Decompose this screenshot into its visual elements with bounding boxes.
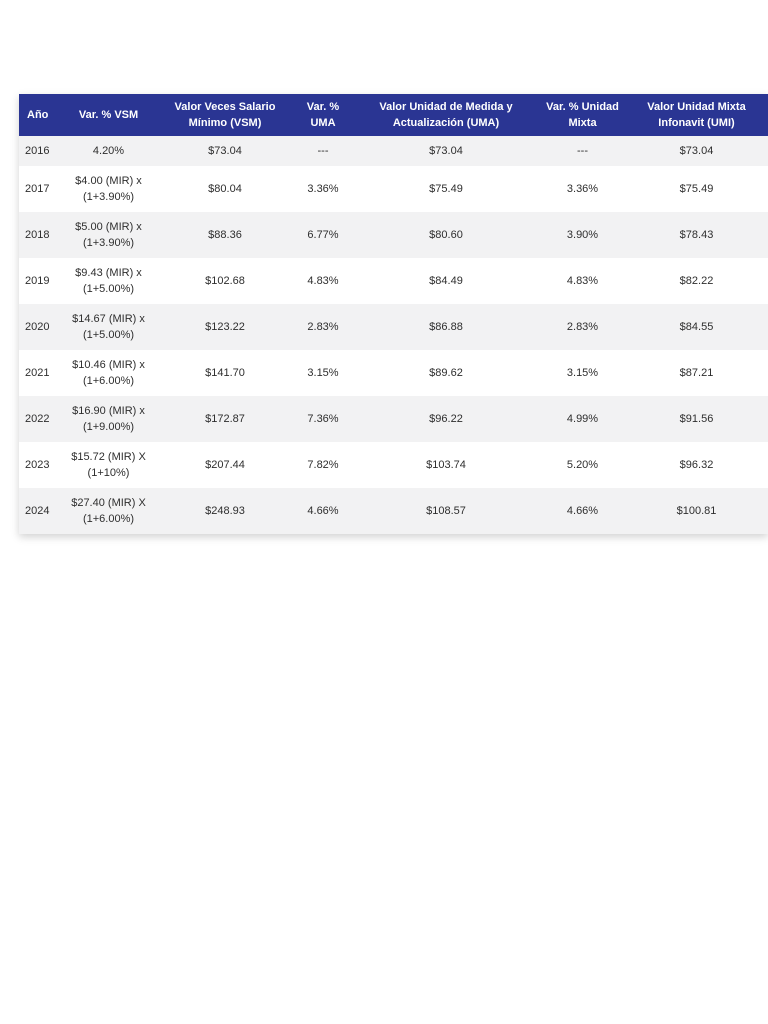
cell-var-mixta: 4.99% [566,413,599,425]
cell-var-vsm: $27.40 (MIR) X (1+6.00%) [71,497,146,525]
cell-var-vsm: $15.72 (MIR) X (1+10%) [71,451,146,479]
table-row [19,350,768,396]
header-valor-uma: Valor Unidad de Medida y Actualización (UMA) [379,101,513,129]
cell-year: 2024 [25,505,50,517]
cell-year: 2020 [25,321,50,333]
table-row [19,442,768,488]
cell-var-vsm: $5.00 (MIR) x (1+3.90%) [75,221,142,249]
cell-var-uma: 2.83% [307,321,339,333]
cell-var-mixta: 3.36% [566,183,599,195]
cell-valor-umi: $100.81 [676,505,717,517]
cell-year: 2017 [25,183,50,195]
cell-valor-vsm: $207.44 [205,459,245,471]
cell-valor-umi: $96.32 [679,459,714,471]
cell-valor-uma: $89.62 [429,367,463,379]
header-valor-umi: Valor Unidad Mixta Infonavit (UMI) [647,101,746,129]
cell-var-mixta: 3.90% [566,229,599,241]
cell-var-vsm: $10.46 (MIR) x (1+6.00%) [72,359,145,387]
cell-var-vsm: $16.90 (MIR) x (1+9.00%) [72,405,145,433]
table-row [19,258,768,304]
table-row [19,166,768,212]
cell-valor-umi: $82.22 [679,275,714,287]
cell-valor-uma: $96.22 [429,413,463,425]
cell-valor-umi: $91.56 [679,413,714,425]
header-year: Año [27,109,49,121]
cell-valor-vsm: $73.04 [208,145,242,157]
table-row [19,396,768,442]
cell-var-uma: --- [317,145,329,157]
cell-valor-umi: $73.04 [679,145,714,157]
cell-year: 2021 [25,367,50,379]
cell-valor-uma: $108.57 [426,505,466,517]
cell-var-mixta: --- [577,145,588,157]
header-var-mixta: Var. % Unidad Mixta [546,101,619,129]
cell-var-mixta: 4.83% [566,275,599,287]
cell-year: 2023 [25,459,50,471]
header-row [19,94,768,136]
cell-year: 2016 [25,145,50,157]
cell-var-mixta: 4.66% [566,505,599,517]
cell-valor-vsm: $172.87 [205,413,245,425]
cell-valor-uma: $73.04 [429,145,463,157]
cell-var-vsm: 4.20% [92,145,125,157]
cell-valor-umi: $84.55 [679,321,714,333]
cell-var-vsm: $9.43 (MIR) x (1+5.00%) [75,267,142,295]
cell-valor-vsm: $248.93 [205,505,245,517]
uma-vsm-table [19,94,768,534]
cell-year: 2018 [25,229,50,241]
cell-year: 2022 [25,413,50,425]
cell-var-mixta: 3.15% [566,367,599,379]
cell-valor-uma: $103.74 [426,459,466,471]
cell-valor-vsm: $141.70 [205,367,245,379]
header-var-vsm: Var. % VSM [78,109,139,121]
cell-var-uma: 3.36% [307,183,339,195]
cell-var-vsm: $14.67 (MIR) x (1+5.00%) [72,313,145,341]
cell-var-vsm: $4.00 (MIR) x (1+3.90%) [75,175,142,203]
cell-valor-uma: $75.49 [429,183,463,195]
cell-valor-vsm: $123.22 [205,321,245,333]
cell-valor-vsm: $88.36 [208,229,242,241]
cell-var-uma: 4.83% [307,275,339,287]
table-body [19,136,768,534]
cell-valor-uma: $84.49 [429,275,463,287]
cell-var-uma: 3.15% [307,367,339,379]
table-row [19,212,768,258]
cell-var-uma: 7.36% [307,413,339,425]
cell-valor-uma: $86.88 [429,321,463,333]
cell-var-uma: 7.82% [307,459,339,471]
table-row [19,136,768,166]
cell-valor-vsm: $102.68 [205,275,245,287]
cell-var-uma: 4.66% [307,505,339,517]
cell-valor-uma: $80.60 [429,229,463,241]
cell-valor-vsm: $80.04 [208,183,242,195]
header-valor-vsm: Valor Veces Salario Mínimo (VSM) [174,101,276,129]
cell-valor-umi: $87.21 [679,367,714,379]
table-header [19,94,768,136]
cell-valor-umi: $75.49 [679,183,714,195]
cell-var-uma: 6.77% [307,229,339,241]
cell-var-mixta: 5.20% [566,459,599,471]
header-var-uma: Var. % UMA [306,101,340,129]
cell-year: 2019 [25,275,50,287]
table-row [19,304,768,350]
table-row [19,488,768,534]
uma-vsm-table-card [19,94,768,534]
cell-valor-umi: $78.43 [679,229,714,241]
cell-var-mixta: 2.83% [566,321,599,333]
